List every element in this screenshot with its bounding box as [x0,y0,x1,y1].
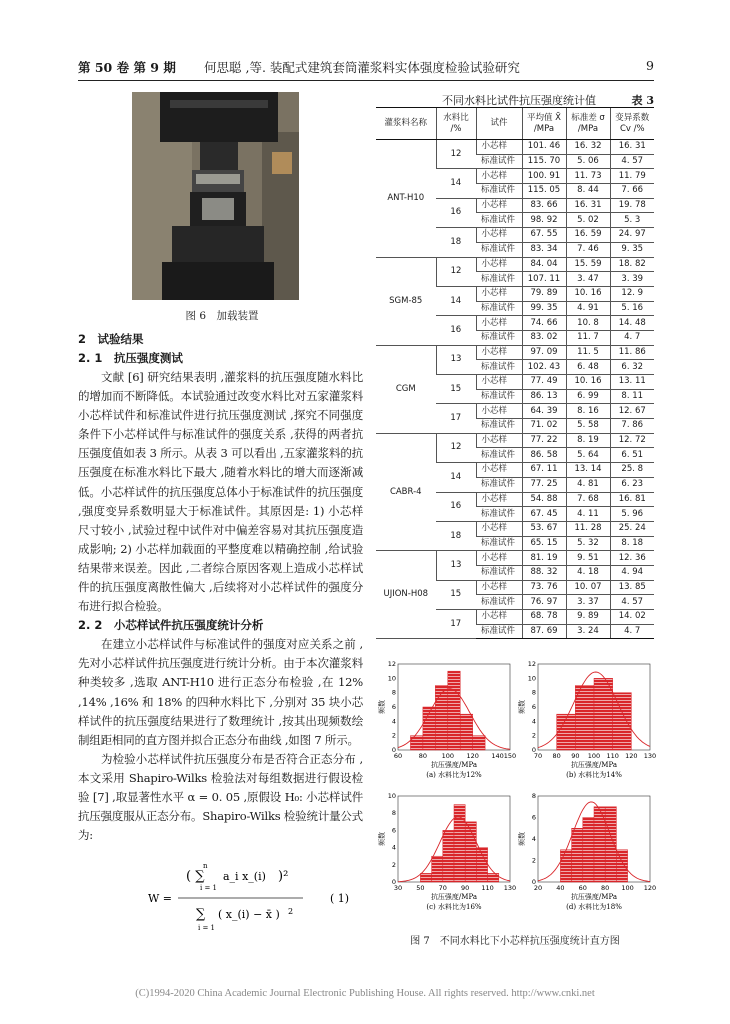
histogram-bar [488,873,499,882]
histogram-bar [420,873,431,882]
sd-cell: 7. 68 [566,492,610,507]
paragraph-2-1: 文献 [6] 研究结果表明 ,灌浆料的抗压强度随水料比的增加而不断降低。本试验通过改变水料比对五家灌浆料小芯样试件和标准试件进行抗压强度测试 ,探究不同强度条件下小芯样试件与标准试件的强度关系 ,获得的两者抗压强度值如表 3 所示。从表 3 可以看出 ,五家灌浆料的抗压强度在标准水料比下最大 ,随着水料比的增大而逐渐减低。小芯样试件的抗压强度总体小于标准试件的抗压强度 ,强度变异系数明显大于标准试件。其原因是: 1) 小芯样尺寸较小 ,试验过程中试件对中偏差容易对其抗压强度造成影响; 2) 小芯样加载面的平整度难以精确控制 ,给试验结果带来误差。因此 ,二者综合原因客观上造成小芯样试件的抗压强度离散性偏大 ,后续将对小芯样试件的强度分布进行拟合检验。 [78,370,363,614]
specimen-cell: 小芯样 [476,316,522,331]
sd-cell: 5. 32 [566,536,610,551]
cv-cell: 5. 96 [610,507,654,522]
histogram-panel [377,660,516,779]
sd-cell: 6. 99 [566,389,610,404]
formula-exponent: 2 [288,907,294,916]
histogram-bar [613,693,632,750]
x-tick-label: 80 [601,884,610,892]
mean-cell: 68. 78 [522,610,566,625]
table3-number: 表 3 [631,94,654,107]
specimen-cell: 标准试件 [476,507,522,522]
specimen-cell: 标准试件 [476,419,522,434]
y-tick-label: 0 [391,878,396,886]
sd-cell: 4. 18 [566,565,610,580]
sd-cell: 11. 28 [566,521,610,536]
y-tick-label: 0 [531,878,536,886]
cv-cell: 6. 51 [610,448,654,463]
formula-sum-symbol: ∑ [196,907,206,922]
formula-sum-bottom-2: i = 1 [198,924,216,932]
mean-cell: 83. 66 [522,198,566,213]
mean-cell: 87. 69 [522,624,566,639]
panel-caption: (d) 水料比为18% [566,903,622,911]
specimen-cell: 小芯样 [476,463,522,478]
cv-cell: 12. 9 [610,286,654,301]
y-tick-label: 6 [531,813,536,822]
x-tick-label: 40 [556,884,565,892]
formula-numerator: a_i x_(i) [223,870,266,883]
cv-cell: 8. 18 [610,536,654,551]
mean-cell: 74. 66 [522,316,566,331]
cv-cell: 16. 31 [610,140,654,155]
mean-cell: 76. 97 [522,595,566,610]
section-heading: 2 试验结果 [78,332,144,346]
mean-cell: 102. 43 [522,360,566,375]
ratio-cell: 16 [436,492,476,521]
specimen-cell: 标准试件 [476,448,522,463]
histogram-bar [432,856,443,882]
x-tick-label: 90 [461,884,470,892]
x-axis-label: 抗压强度/MPa [430,893,478,901]
ratio-cell: 13 [436,345,476,374]
sd-cell: 5. 06 [566,154,610,169]
cv-cell: 4. 94 [610,565,654,580]
x-tick-label: 60 [578,884,587,892]
formula-sum-bottom: i = 1 [200,884,218,892]
cv-cell: 5. 3 [610,213,654,228]
mean-cell: 53. 67 [522,521,566,536]
mean-cell: 83. 02 [522,330,566,345]
specimen-cell: 标准试件 [476,330,522,345]
mean-cell: 97. 09 [522,345,566,360]
ratio-cell: 16 [436,316,476,345]
x-tick-label: 150 [503,752,517,760]
specimen-cell: 小芯样 [476,433,522,448]
cv-cell: 16. 81 [610,492,654,507]
y-axis-label: 频数 [518,832,526,846]
material-name-cell: UJION-H08 [376,551,436,639]
histogram-bar [605,807,616,882]
table3-body [376,140,654,639]
sd-cell: 9. 89 [566,610,610,625]
y-tick-label: 2 [531,731,536,740]
mean-cell: 67. 45 [522,507,566,522]
sd-cell: 5. 58 [566,419,610,434]
sd-cell: 3. 24 [566,624,610,639]
histogram-bar [594,678,613,750]
specimen-cell: 标准试件 [476,536,522,551]
specimen-cell: 小芯样 [476,286,522,301]
x-tick-label: 60 [393,752,403,760]
paragraph-2-2-a: 在建立小芯样试件与标准试件的强度对应关系之前 ,先对小芯样试件抗压强度进行统计分析。由于本次灌浆料种类较多 ,选取 ANT-H10 进行正态分布检验 ,在 12% ,14% ,16% 和 18% 的四种水料比下 ,分别对 35 块小芯样试件的抗压强度结果进行了数理统计 ,按其出现频数绘制组距相同的直方图并拟合正态分布曲线 ,如图 7 所示。 [78,637,363,747]
y-tick-label: 8 [531,688,536,697]
ratio-cell: 17 [436,610,476,639]
specimen-cell: 标准试件 [476,301,522,316]
x-axis-label: 抗压强度/MPa [570,893,618,901]
formula-sum-top: n [203,862,208,870]
specimen-cell: 小芯样 [476,169,522,184]
specimen-cell: 小芯样 [476,580,522,595]
sd-cell: 16. 32 [566,140,610,155]
y-tick-label: 4 [391,717,396,726]
x-tick-label: 100 [621,884,634,892]
ratio-cell: 16 [436,198,476,227]
subsection-heading-2-1: 2. 1 抗压强度测试 [78,351,183,365]
histogram-bar [448,671,460,750]
formula-denominator: ( x_(i) − x̄ ) [218,908,280,921]
y-tick-label: 2 [531,856,536,865]
cv-cell: 18. 82 [610,257,654,272]
histogram-bar [443,830,454,882]
y-tick-label: 10 [527,674,536,683]
mean-cell: 88. 32 [522,565,566,580]
sd-cell: 7. 46 [566,242,610,257]
sd-cell: 8. 16 [566,404,610,419]
figure7-histograms [376,660,657,928]
header-rule [78,80,654,81]
sd-cell: 8. 19 [566,433,610,448]
histogram-panel [377,792,516,911]
sd-cell: 16. 31 [566,198,610,213]
mean-cell: 81. 19 [522,551,566,566]
sd-cell: 3. 37 [566,595,610,610]
x-tick-label: 110 [481,884,494,892]
col-header-specimen: 试件 [476,108,522,140]
histogram-bar [473,736,485,750]
y-tick-label: 4 [391,843,396,852]
ratio-cell: 12 [436,433,476,462]
ratio-cell: 15 [436,375,476,404]
cv-cell: 6. 23 [610,477,654,492]
cv-cell: 14. 48 [610,316,654,331]
cv-cell: 25. 8 [610,463,654,478]
ratio-cell: 18 [436,521,476,550]
copyright-footer: (C)1994-2020 China Academic Journal Electronic Publishing House. All rights reserved. http://www.cnki.net [135,988,595,999]
histogram-bar [435,686,447,751]
x-tick-label: 90 [571,752,580,760]
x-axis-label: 抗压强度/MPa [430,761,478,769]
formula-paren: ( ∑ [186,869,205,884]
sd-cell: 10. 07 [566,580,610,595]
mean-cell: 99. 35 [522,301,566,316]
specimen-cell: 标准试件 [476,477,522,492]
mean-cell: 65. 15 [522,536,566,551]
cv-cell: 13. 11 [610,375,654,390]
y-tick-label: 10 [387,792,396,800]
figure6-caption: 图 6 加载装置 [185,310,259,322]
x-tick-label: 110 [606,752,619,760]
mean-cell: 101. 46 [522,140,566,155]
specimen-cell: 小芯样 [476,257,522,272]
y-tick-label: 4 [531,835,536,843]
cv-cell: 12. 72 [610,433,654,448]
body-text [78,330,363,845]
ratio-cell: 18 [436,228,476,257]
x-tick-label: 120 [466,752,479,760]
table-row [376,257,654,272]
cv-cell: 4. 57 [610,595,654,610]
mean-cell: 86. 58 [522,448,566,463]
figure6-photo [132,92,299,300]
mean-cell: 77. 22 [522,433,566,448]
histogram-bar [572,828,583,882]
article-running-title: 何思聪 ,等. 装配式建筑套筒灌浆料实体强度检验试验研究 [204,60,520,75]
material-name-cell: ANT-H10 [376,140,436,258]
x-tick-label: 130 [643,752,657,760]
specimen-cell: 小芯样 [476,198,522,213]
sd-cell: 10. 16 [566,286,610,301]
y-tick-label: 8 [531,792,536,800]
mean-cell: 71. 02 [522,419,566,434]
ratio-cell: 14 [436,286,476,315]
material-name-cell: CGM [376,345,436,433]
cv-cell: 3. 39 [610,272,654,287]
specimen-cell: 小芯样 [476,345,522,360]
formula-lhs: W = [148,892,173,905]
table-row [376,433,654,448]
specimen-cell: 标准试件 [476,213,522,228]
mean-cell: 98. 92 [522,213,566,228]
specimen-cell: 小芯样 [476,228,522,243]
cv-cell: 8. 11 [610,389,654,404]
histogram-bar [575,686,594,751]
sd-cell: 11. 73 [566,169,610,184]
cv-cell: 11. 86 [610,345,654,360]
mean-cell: 107. 11 [522,272,566,287]
cv-cell: 14. 02 [610,610,654,625]
cv-cell: 13. 85 [610,580,654,595]
specimen-cell: 小芯样 [476,521,522,536]
col-header-sd: 标准差 σ /MPa [566,108,610,140]
x-tick-label: 80 [418,752,428,760]
specimen-cell: 标准试件 [476,242,522,257]
mean-cell: 73. 76 [522,580,566,595]
y-tick-label: 8 [391,809,396,818]
y-tick-label: 12 [387,660,396,668]
specimen-cell: 小芯样 [476,610,522,625]
histogram-bar [476,848,487,882]
specimen-cell: 小芯样 [476,404,522,419]
x-tick-label: 70 [533,752,543,760]
y-tick-label: 12 [527,660,536,668]
ratio-cell: 13 [436,551,476,580]
paragraph-2-2-b: 为检验小芯样试件抗压强度分布是否符合正态分布 ,本文采用 Shapiro-Wilks 检验法对每组数据进行假设检验 [7] ,取显著性水平 α = 0. 05 ,原假设 H₀: 小芯样试件抗压强度服从正态分布。Shapiro-Wilks 检验统计量公式为: [78,751,363,843]
y-tick-label: 2 [391,860,396,869]
table-row [376,345,654,360]
specimen-cell: 标准试件 [476,595,522,610]
x-tick-label: 20 [533,884,543,892]
x-tick-label: 120 [643,884,657,892]
cv-cell: 4. 7 [610,624,654,639]
sd-cell: 9. 51 [566,551,610,566]
histogram-bar [583,818,594,883]
table3-title: 不同水料比试件抗压强度统计值 [442,94,596,107]
y-tick-label: 8 [391,688,396,697]
table-row [376,140,654,155]
cv-cell: 11. 79 [610,169,654,184]
mean-cell: 77. 25 [522,477,566,492]
table3 [376,107,654,639]
specimen-cell: 标准试件 [476,154,522,169]
equation-1 [78,858,363,938]
specimen-cell: 标准试件 [476,389,522,404]
sd-cell: 11. 7 [566,330,610,345]
figure7-caption: 图 7 不同水料比下小芯样抗压强度统计直方图 [410,936,620,947]
cv-cell: 7. 86 [610,419,654,434]
material-name-cell: CABR-4 [376,433,436,551]
x-tick-label: 130 [503,884,517,892]
ratio-cell: 14 [436,169,476,198]
running-head [78,58,654,78]
specimen-cell: 标准试件 [476,360,522,375]
mean-cell: 86. 13 [522,389,566,404]
histogram-bar [460,714,472,750]
cv-cell: 9. 35 [610,242,654,257]
col-header-ratio: 水料比 /% [436,108,476,140]
ratio-cell: 12 [436,257,476,286]
histogram-bar [410,736,422,750]
ratio-cell: 17 [436,404,476,433]
y-tick-label: 4 [531,717,536,726]
y-tick-label: 2 [391,731,396,740]
histogram-bar [560,850,571,882]
mean-cell: 100. 91 [522,169,566,184]
cv-cell: 6. 32 [610,360,654,375]
y-tick-label: 6 [531,703,536,711]
specimen-cell: 标准试件 [476,184,522,199]
mean-cell: 77. 49 [522,375,566,390]
x-tick-label: 120 [625,752,638,760]
ratio-cell: 15 [436,580,476,609]
col-header-cv: 变异系数 Cv /% [610,108,654,140]
cv-cell: 4. 57 [610,154,654,169]
x-tick-label: 100 [587,752,601,760]
panel-caption: (b) 水料比为14% [566,771,622,779]
sd-cell: 4. 91 [566,301,610,316]
y-axis-label: 频数 [518,700,526,714]
y-tick-label: 6 [391,826,396,835]
x-tick-label: 140 [491,752,504,760]
x-tick-label: 70 [438,884,447,892]
specimen-cell: 标准试件 [476,272,522,287]
sd-cell: 5. 64 [566,448,610,463]
x-tick-label: 30 [393,884,403,892]
specimen-cell: 小芯样 [476,375,522,390]
sd-cell: 15. 59 [566,257,610,272]
y-axis-label: 频数 [378,700,386,714]
sd-cell: 10. 8 [566,316,610,331]
mean-cell: 83. 34 [522,242,566,257]
mean-cell: 84. 04 [522,257,566,272]
cv-cell: 24. 97 [610,228,654,243]
ratio-cell: 12 [436,140,476,169]
sd-cell: 10. 16 [566,375,610,390]
mean-cell: 115. 05 [522,184,566,199]
col-header-material: 灌浆料名称 [376,108,436,140]
cv-cell: 12. 67 [610,404,654,419]
x-tick-label: 100 [441,752,454,760]
panel-caption: (c) 水料比为16% [426,903,482,911]
specimen-cell: 小芯样 [476,551,522,566]
cv-cell: 25. 24 [610,521,654,536]
x-tick-label: 80 [552,752,561,760]
ratio-cell: 14 [436,463,476,492]
x-tick-label: 50 [416,884,425,892]
histogram-panel [517,792,656,911]
cv-cell: 7. 66 [610,184,654,199]
y-tick-label: 0 [531,746,536,754]
sd-cell: 16. 59 [566,228,610,243]
journal-volume: 第 50 卷 第 9 期 [78,60,176,75]
specimen-cell: 小芯样 [476,492,522,507]
material-name-cell: SGM-85 [376,257,436,345]
table-header-row [376,108,654,140]
sd-cell: 6. 48 [566,360,610,375]
cv-cell: 4. 7 [610,330,654,345]
y-tick-label: 0 [391,746,396,754]
table-row [376,551,654,566]
sd-cell: 4. 81 [566,477,610,492]
mean-cell: 79. 89 [522,286,566,301]
loading-apparatus-image [132,92,299,300]
y-tick-label: 10 [387,674,396,683]
mean-cell: 67. 55 [522,228,566,243]
formula-paren-close: )² [278,869,289,884]
sd-cell: 8. 44 [566,184,610,199]
specimen-cell: 标准试件 [476,565,522,580]
sd-cell: 4. 11 [566,507,610,522]
mean-cell: 64. 39 [522,404,566,419]
cv-cell: 5. 16 [610,301,654,316]
specimen-cell: 小芯样 [476,140,522,155]
y-axis-label: 频数 [378,832,386,846]
cv-cell: 19. 78 [610,198,654,213]
y-tick-label: 6 [391,703,396,711]
cv-cell: 12. 36 [610,551,654,566]
col-header-mean: 平均值 X̄ /MPa [522,108,566,140]
mean-cell: 115. 70 [522,154,566,169]
page-number: 9 [646,58,654,73]
sd-cell: 5. 02 [566,213,610,228]
specimen-cell: 标准试件 [476,624,522,639]
sd-cell: 11. 5 [566,345,610,360]
sd-cell: 13. 14 [566,463,610,478]
subsection-heading-2-2: 2. 2 小芯样试件抗压强度统计分析 [78,618,264,633]
panel-caption: (a) 水料比为12% [426,771,482,779]
histogram-panel [517,660,656,779]
sd-cell: 3. 47 [566,272,610,287]
mean-cell: 54. 88 [522,492,566,507]
formula-number: ( 1) [330,892,350,905]
x-axis-label: 抗压强度/MPa [570,761,618,769]
mean-cell: 67. 11 [522,463,566,478]
histogram-bar [454,805,465,882]
